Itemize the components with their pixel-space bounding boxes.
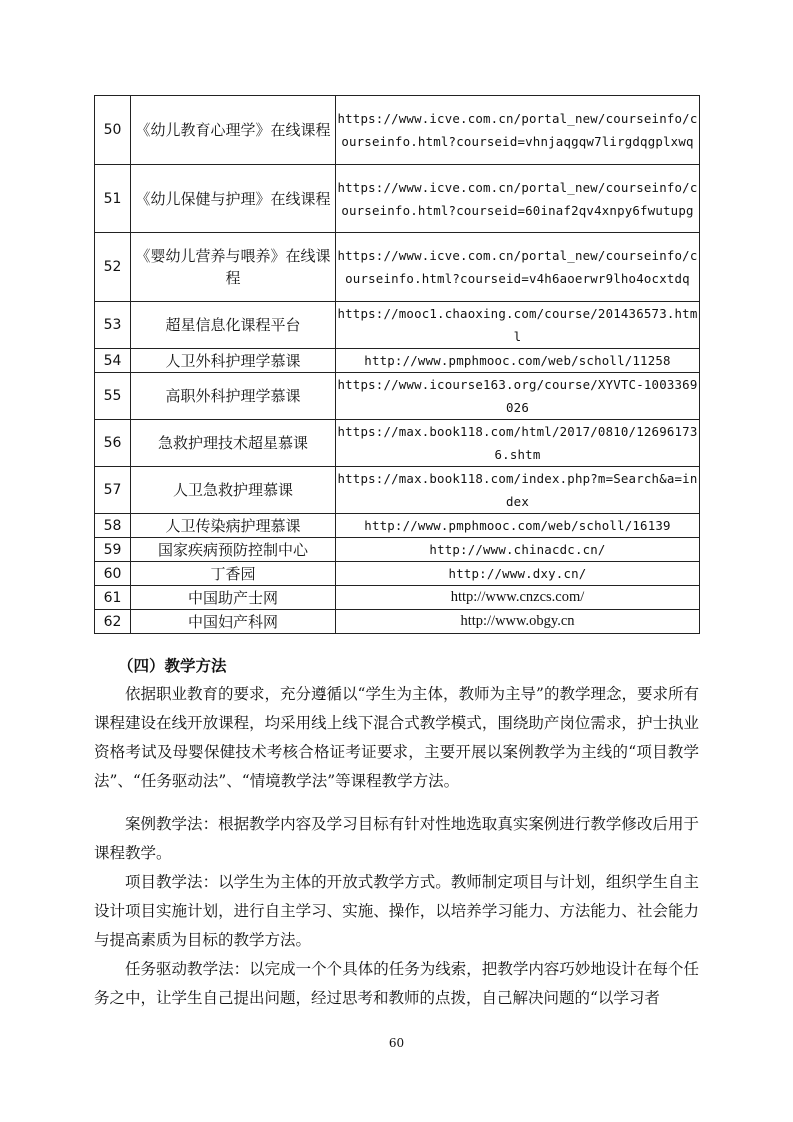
resource-name: 丁香园 [131, 562, 336, 586]
table-row [95, 586, 700, 610]
resource-name: 《幼儿保健与护理》在线课程 [131, 165, 336, 233]
paragraph-intro: 依据职业教育的要求，充分遵循以“学生为主体，教师为主导”的教学理念，要求所有课程建设在线开放课程，均采用线上线下混合式教学模式，围绕助产岗位需求，护士执业资格考试及母婴保健技术考核合格证考证要求，主要开展以案例教学为主线的“项目教学法”、“任务驱动法”、“情境教学法”等课程教学方法。 [94, 685, 699, 790]
table-row [95, 514, 700, 538]
resource-name: 人卫外科护理学慕课 [131, 349, 336, 373]
table-row [95, 467, 700, 514]
resource-name: 超星信息化课程平台 [131, 302, 336, 349]
paragraph-case-method: 案例教学法：根据教学内容及学习目标有针对性地选取真实案例进行教学修改后用于课程教学。 [94, 815, 699, 862]
resource-url: https://www.icve.com.cn/portal_new/courseinfo/courseinfo.html?courseid=60inaf2qv4xnpy6fwutupg [336, 165, 700, 233]
table-row [95, 349, 700, 373]
row-number: 58 [95, 514, 131, 538]
row-number: 54 [95, 349, 131, 373]
resource-name: 急救护理技术超星慕课 [131, 420, 336, 467]
resource-url: http://www.cnzcs.com/ [336, 586, 700, 610]
resource-table [94, 95, 700, 634]
resource-url: https://mooc1.chaoxing.com/course/201436573.html [336, 302, 700, 349]
table-row [95, 302, 700, 349]
row-number: 60 [95, 562, 131, 586]
row-number: 55 [95, 373, 131, 420]
row-number: 56 [95, 420, 131, 467]
resource-url: https://www.icve.com.cn/portal_new/courseinfo/courseinfo.html?courseid=v4h6aoerwr9lho4ocxtdq [336, 233, 700, 302]
resource-url: https://www.icve.com.cn/portal_new/courseinfo/courseinfo.html?courseid=vhnjaqgqw7lirgdqgplxwq [336, 96, 700, 165]
resource-name: 高职外科护理学慕课 [131, 373, 336, 420]
resource-url: https://max.book118.com/html/2017/0810/126961736.shtm [336, 420, 700, 467]
resource-name: 《婴幼儿营养与喂养》在线课程 [131, 233, 336, 302]
resource-url: http://www.dxy.cn/ [336, 562, 700, 586]
row-number: 61 [95, 586, 131, 610]
table-row [95, 610, 700, 634]
row-number: 57 [95, 467, 131, 514]
row-number: 52 [95, 233, 131, 302]
resource-name: 中国助产士网 [131, 586, 336, 610]
resource-url: http://www.obgy.cn [336, 610, 700, 634]
row-number: 50 [95, 96, 131, 165]
resource-url: https://max.book118.com/index.php?m=Search&a=index [336, 467, 700, 514]
resource-name: 人卫急救护理慕课 [131, 467, 336, 514]
resource-url: http://www.pmphmooc.com/web/scholl/16139 [336, 514, 700, 538]
resource-url: https://www.icourse163.org/course/XYVTC-1003369026 [336, 373, 700, 420]
section-heading: （四）教学方法 [118, 656, 227, 675]
resource-name: 《幼儿教育心理学》在线课程 [131, 96, 336, 165]
table-row [95, 165, 700, 233]
paragraph-task-method: 任务驱动教学法：以完成一个个具体的任务为线索，把教学内容巧妙地设计在每个任务之中，让学生自己提出问题，经过思考和教师的点拨，自己解决问题的“以学习者 [94, 960, 699, 1007]
table-row [95, 96, 700, 165]
row-number: 59 [95, 538, 131, 562]
row-number: 62 [95, 610, 131, 634]
table-row [95, 538, 700, 562]
paragraph-project-method: 项目教学法：以学生为主体的开放式教学方式。教师制定项目与计划，组织学生自主设计项目实施计划，进行自主学习、实施、操作，以培养学习能力、方法能力、社会能力与提高素质为目标的教学方法。 [94, 873, 699, 949]
table-row [95, 373, 700, 420]
resource-url: http://www.pmphmooc.com/web/scholl/11258 [336, 349, 700, 373]
table-row [95, 233, 700, 302]
resource-url: http://www.chinacdc.cn/ [336, 538, 700, 562]
resource-name: 中国妇产科网 [131, 610, 336, 634]
table-row [95, 420, 700, 467]
table-row [95, 562, 700, 586]
resource-name: 人卫传染病护理慕课 [131, 514, 336, 538]
resource-name: 国家疾病预防控制中心 [131, 538, 336, 562]
row-number: 51 [95, 165, 131, 233]
row-number: 53 [95, 302, 131, 349]
page-number: 60 [388, 1036, 405, 1050]
